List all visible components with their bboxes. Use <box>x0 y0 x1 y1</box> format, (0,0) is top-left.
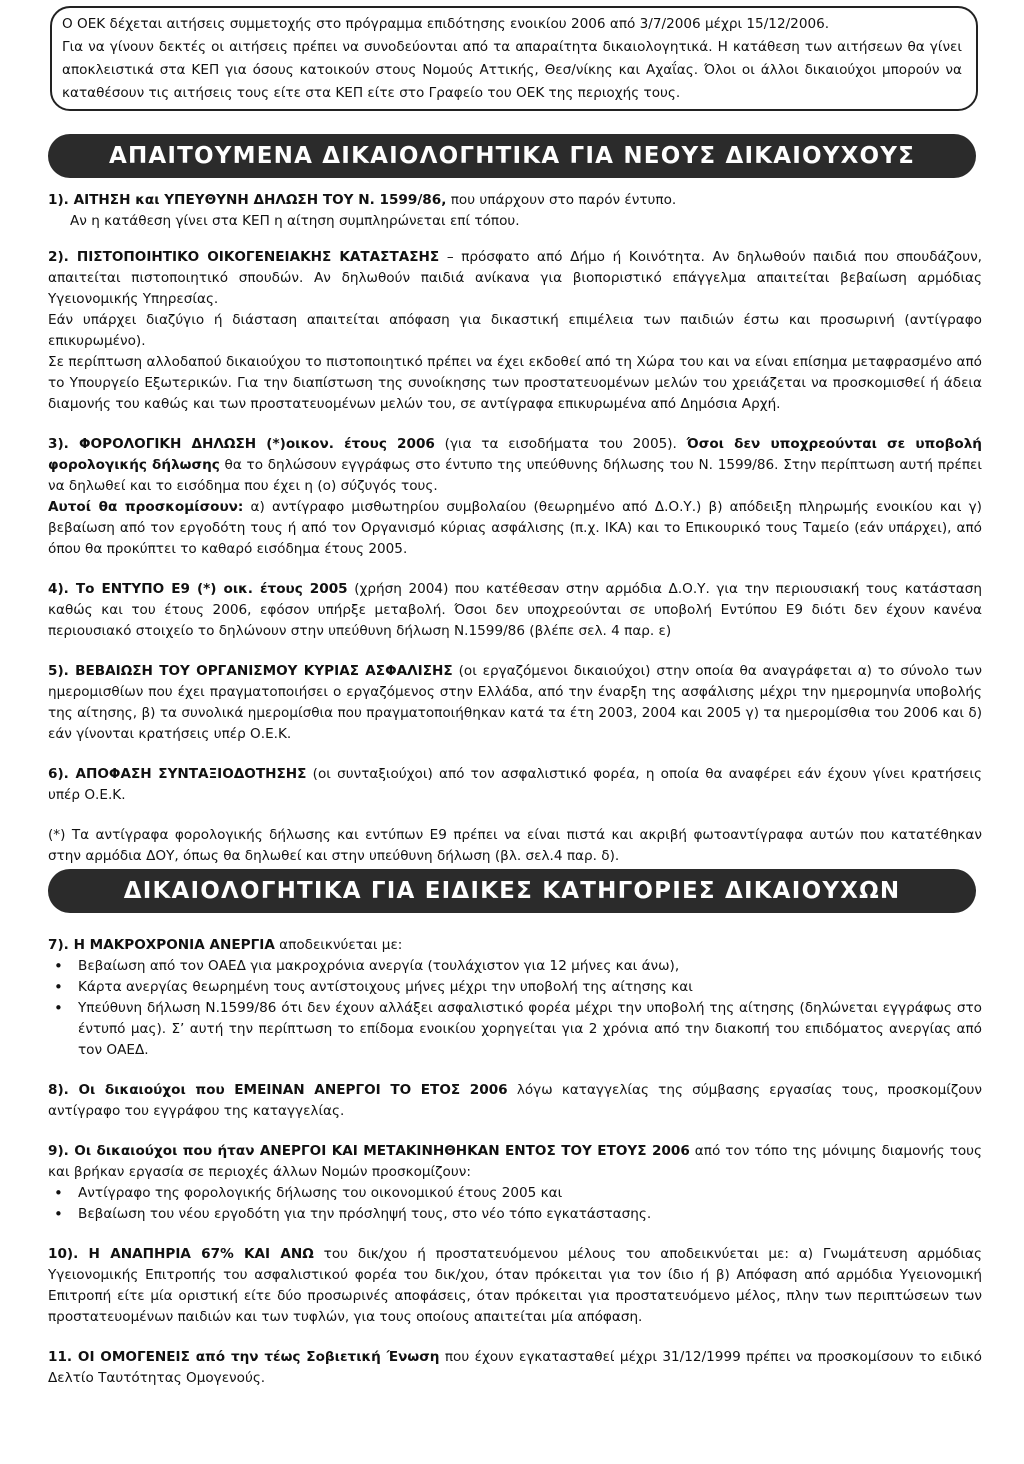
item-2-title: 2). ΠΙΣΤΟΠΟΙΗΤΙΚΟ ΟΙΚΟΓΕΝΕΙΑΚΗΣ ΚΑΤΑΣΤΑΣΗΣ <box>48 249 440 265</box>
item-2-divorce-text: Εάν υπάρχει διαζύγιο ή διάσταση απαιτείται απόφαση για δικαστική επιμέλεια των παιδιών έστω και προσωρινή (αντίγραφο επικυρωμένο). <box>48 312 982 349</box>
item-7-text: αποδεικνύεται με: <box>274 937 403 953</box>
item-7 <box>48 935 982 1061</box>
item-11-title: 11. ΟΙ ΟΜΟΓΕΝΕΙΣ από την τέως Σοβιετική Ένωση <box>48 1349 440 1365</box>
section-banner-special-categories: ΔΙΚΑΙΟΛΟΓΗΤΙΚΑ ΓΙΑ ΕΙΔΙΚΕΣ ΚΑΤΗΓΟΡΙΕΣ ΔΙΚΑΙΟΥΧΩΝ <box>48 869 976 913</box>
item-3-title: 3). ΦΟΡΟΛΟΓΙΚΗ ΔΗΛΩΣΗ (*)οικον. έτους 2006 <box>48 436 435 452</box>
item-5 <box>48 661 982 745</box>
intro-notice-box <box>50 6 978 111</box>
item-3-text-2: θα το δηλώσουν εγγράφως στο έντυπο της υπεύθυνης δήλωσης του Ν. 1599/86. Στην περίπτωση αυτή πρέπει να δηλωθεί και το εισόδημα που έχει η (ο) σύζυγός τους. <box>48 457 982 494</box>
item-4-title: 4). Το ΕΝΤΥΠΟ Ε9 (*) οικ. έτους 2005 <box>48 581 348 597</box>
item-8-text: λόγω καταγγελίας της σύμβασης εργασίας τους, προσκομίζουν αντίγραφο του εγγράφου της καταγγελίας. <box>48 1082 982 1119</box>
item-9-bullet-list <box>48 1183 982 1225</box>
item-1 <box>48 190 982 232</box>
intro-line-dates: Ο ΟΕΚ δέχεται αιτήσεις συμμετοχής στο πρόγραμμα επιδότησης ενοικίου 2006 από 3/7/2006 μέχρι 15/12/2006. <box>62 16 830 32</box>
item-4 <box>48 579 982 642</box>
item-3-text-3: α) αντίγραφο μισθωτηρίου συμβολαίου (θεωρημένο από Δ.Ο.Υ.) β) απόδειξη πληρωμής ενοικίου και γ) βεβαίωση από τον εργοδότη τους ή από τον Οργανισμό κύριας ασφάλισης (π.χ. ΙΚΑ) και το Επικουρικό τους Ταμείο (εάν υπάρχει), από όπου θα προκύπτει το καθαρό εισόδημα έτους 2005. <box>48 499 982 557</box>
item-2-text: – πρόσφατο από Δήμο ή Κοινότητα. Αν δηλωθούν παιδιά που σπουδάζουν, απαιτείται πιστοποιητικό σπουδών. Αν δηλωθούν παιδιά ανίκανα για βιοποριστικό επάγγελμα απαιτείται βεβαίωση αρμόδιας Υγειονομικής Υπηρεσίας. <box>48 249 982 307</box>
list-item: • Βεβαίωση του νέου εργοδότη για την πρόσληψή τους, στο νέο τόπο εγκατάστασης. <box>78 1204 982 1225</box>
item-5-title: 5). ΒΕΒΑΙΩΣΗ ΤΟΥ ΟΡΓΑΝΙΣΜΟΥ ΚΥΡΙΑΣ ΑΣΦΑΛΙΣΗΣ <box>48 663 453 679</box>
list-item: • Κάρτα ανεργίας θεωρημένη τους αντίστοιχους μήνες μέχρι την υποβολή της αίτησης και <box>78 977 982 998</box>
item-8-title: 8). Οι δικαιούχοι που ΕΜΕΙΝΑΝ ΑΝΕΡΓΟΙ ΤΟ ΕΤΟΣ 2006 <box>48 1082 508 1098</box>
footnote-text: (*) Τα αντίγραφα φορολογικής δήλωσης και εντύπων Ε9 πρέπει να είναι πιστά και ακριβή φωτοαντίγραφα αυτών που κατατέθηκαν στην αρμόδια ΔΟΥ, όπως θα δηλωθεί και στην υπεύθυνη δήλωση (βλ. σελ.4 παρ. δ). <box>48 827 982 864</box>
item-6-text: (οι συνταξιούχοι) από τον ασφαλιστικό φορέα, η οποία θα αναφέρει εάν έχουν γίνει κρατήσεις υπέρ Ο.Ε.Κ. <box>48 766 983 803</box>
item-3-text-1: (για τα εισοδήματα του 2005). <box>434 436 687 452</box>
item-9-title: 9). Οι δικαιούχοι που ήταν ΑΝΕΡΓΟΙ ΚΑΙ ΜΕΤΑΚΙΝΗΘΗΚΑΝ ΕΝΤΟΣ ΤΟΥ ΕΤΟΥΣ 2006 <box>48 1143 690 1159</box>
section-special-categories <box>48 935 982 1389</box>
item-7-bullet-list <box>48 956 982 1061</box>
item-5-text: (οι εργαζόμενοι δικαιούχοι) στην οποία θα αναγράφεται α) το σύνολο των ημερομισθίων που έχει πραγματοποιήσει ο εργαζόμενος στην Ελλάδα, από την έναρξη της ασφάλισης μέχρι την ημερομηνία υποβολής της αίτησης, β) τα συνολικά ημερομίσθια που πραγματοποιήθηκαν κατά τα έτη 2003, 2004 και 2005 γ) τα ημερομίσθια του 2006 και δ) εάν γίνονται κρατήσεις υπέρ Ο.Ε.Κ. <box>48 663 982 742</box>
item-4-text: (χρήση 2004) που κατέθεσαν στην αρμόδια Δ.Ο.Υ. για την περιουσιακή τους κατάσταση καθώς και του έτους 2006, εφόσον υπήρξε μεταβολή. Όσοι δεν υποχρεούνται σε υποβολή Εντύπου Ε9 διότι δεν έχουν κανένα περιουσιακό στοιχείο το δηλώνουν στην υπεύθυνη δήλωση Ν.1599/86 (βλέπε σελ. 4 παρ. ε) <box>48 581 982 639</box>
item-8 <box>48 1080 982 1122</box>
list-item: • Αντίγραφο της φορολογικής δήλωσης του οικονομικού έτους 2005 και <box>78 1183 982 1204</box>
item-10-text: του δικ/χου ή προστατευόμενου μέλους του αποδεικνύεται με: α) Γνωμάτευση αρμόδιας Υγειονομικής Επιτροπής του ασφαλιστικού φορέα του δικ/χου, όταν πρόκειται για τον ίδιο ή β) Απόφαση από αρμόδια Υγειονομική Επιτροπή είτε μία οριστική είτε δύο προσωρινές αποφάσεις, όταν πρόκειται για προστατευόμενο μέλος, πλην των περιπτώσεων των προστατευομένων παιδιών και των τυφλών, για τους οποίους απαιτείται μία απόφαση. <box>48 1246 982 1325</box>
list-item: • Βεβαίωση από τον ΟΑΕΔ για μακροχρόνια ανεργία (τουλάχιστον για 12 μήνες και άνω), <box>78 956 982 977</box>
item-11-text: που έχουν εγκατασταθεί μέχρι 31/12/1999 πρέπει να προσκομίσουν το ειδικό Δελτίο Ταυτότητας Ομογενούς. <box>48 1349 982 1386</box>
item-3-bold-2: Όσοι δεν υποχρεούνται σε υποβολή φορολογικής δήλωσης <box>48 436 982 473</box>
item-7-title: 7). Η ΜΑΚΡΟΧΡΟΝΙΑ ΑΝΕΡΓΙΑ <box>48 937 275 953</box>
item-2 <box>48 247 982 415</box>
item-6-title: 6). ΑΠΟΦΑΣΗ ΣΥΝΤΑΞΙΟΔΟΤΗΣΗΣ <box>48 766 307 782</box>
item-10 <box>48 1244 982 1328</box>
item-9-text: από τον τόπο της μόνιμης διαμονής τους και βρήκαν εργασία σε περιοχές άλλων Νομών προσκομίζουν: <box>48 1143 982 1180</box>
item-9 <box>48 1141 982 1225</box>
item-3 <box>48 434 982 560</box>
item-1-title: 1). ΑΙΤΗΣΗ και ΥΠΕΥΘΥΝΗ ΔΗΛΩΣΗ ΤΟΥ Ν. 1599/86, <box>48 192 447 208</box>
item-10-title: 10). Η ΑΝΑΠΗΡΙΑ 67% ΚΑΙ ΑΝΩ <box>48 1246 314 1262</box>
section-new-beneficiaries <box>48 190 982 867</box>
footnote <box>48 825 982 867</box>
item-3-bold-3: Αυτοί θα προσκομίσουν: <box>48 499 244 515</box>
item-11 <box>48 1347 982 1389</box>
list-item: • Υπεύθυνη δήλωση Ν.1599/86 ότι δεν έχουν αλλάξει ασφαλιστικό φορέα μέχρι την υποβολή της αίτησης (δηλώνεται εγγράφως στο έντυπό μας). Σ’ αυτή την περίπτωση το επίδομα ενοικίου χορηγείται για 2 χρόνια από την διακοπή του επιδόματος ανεργίας από τον ΟΑΕΔ. <box>78 998 982 1061</box>
item-6 <box>48 764 982 806</box>
section-banner-new-beneficiaries: ΑΠΑΙΤΟΥΜΕΝΑ ΔΙΚΑΙΟΛΟΓΗΤΙΚΑ ΓΙΑ ΝΕΟΥΣ ΔΙΚΑΙΟΥΧΟΥΣ <box>48 134 976 178</box>
item-2-foreign-text: Σε περίπτωση αλλοδαπού δικαιούχου το πιστοποιητικό πρέπει να έχει εκδοθεί από τη Χώρα του και να είναι επίσημα μεταφρασμένο από το Υπουργείο Εξωτερικών. Για την διαπίστωση της συνοίκησης των προστατευομένων μελών του χρειάζεται να προσκομισθεί ή άδεια διαμονής του καθώς και των προστατευομένων μελών του, σε αντίγραφα επικυρωμένα από Δημόσια Αρχή. <box>48 354 982 412</box>
item-1-text: που υπάρχουν στο παρόν έντυπο. <box>446 192 677 208</box>
item-1-note: Αν η κατάθεση γίνει στα ΚΕΠ η αίτηση συμπληρώνεται επί τόπου. <box>70 213 520 229</box>
intro-line-submission: Για να γίνουν δεκτές οι αιτήσεις πρέπει να συνοδεύονται από τα απαραίτητα δικαιολογητικά. Η κατάθεση των αιτήσεων θα γίνει αποκλειστικά στα ΚΕΠ για όσους κατοικούν στους Νομούς Αττικής, Θεσ/νίκης και Αχαΐας. Όλοι οι άλλοι δικαιούχοι μπορούν να καταθέσουν τις αιτήσεις τους είτε στα ΚΕΠ είτε στο Γραφείο του ΟΕΚ της περιοχής τους. <box>62 39 962 101</box>
